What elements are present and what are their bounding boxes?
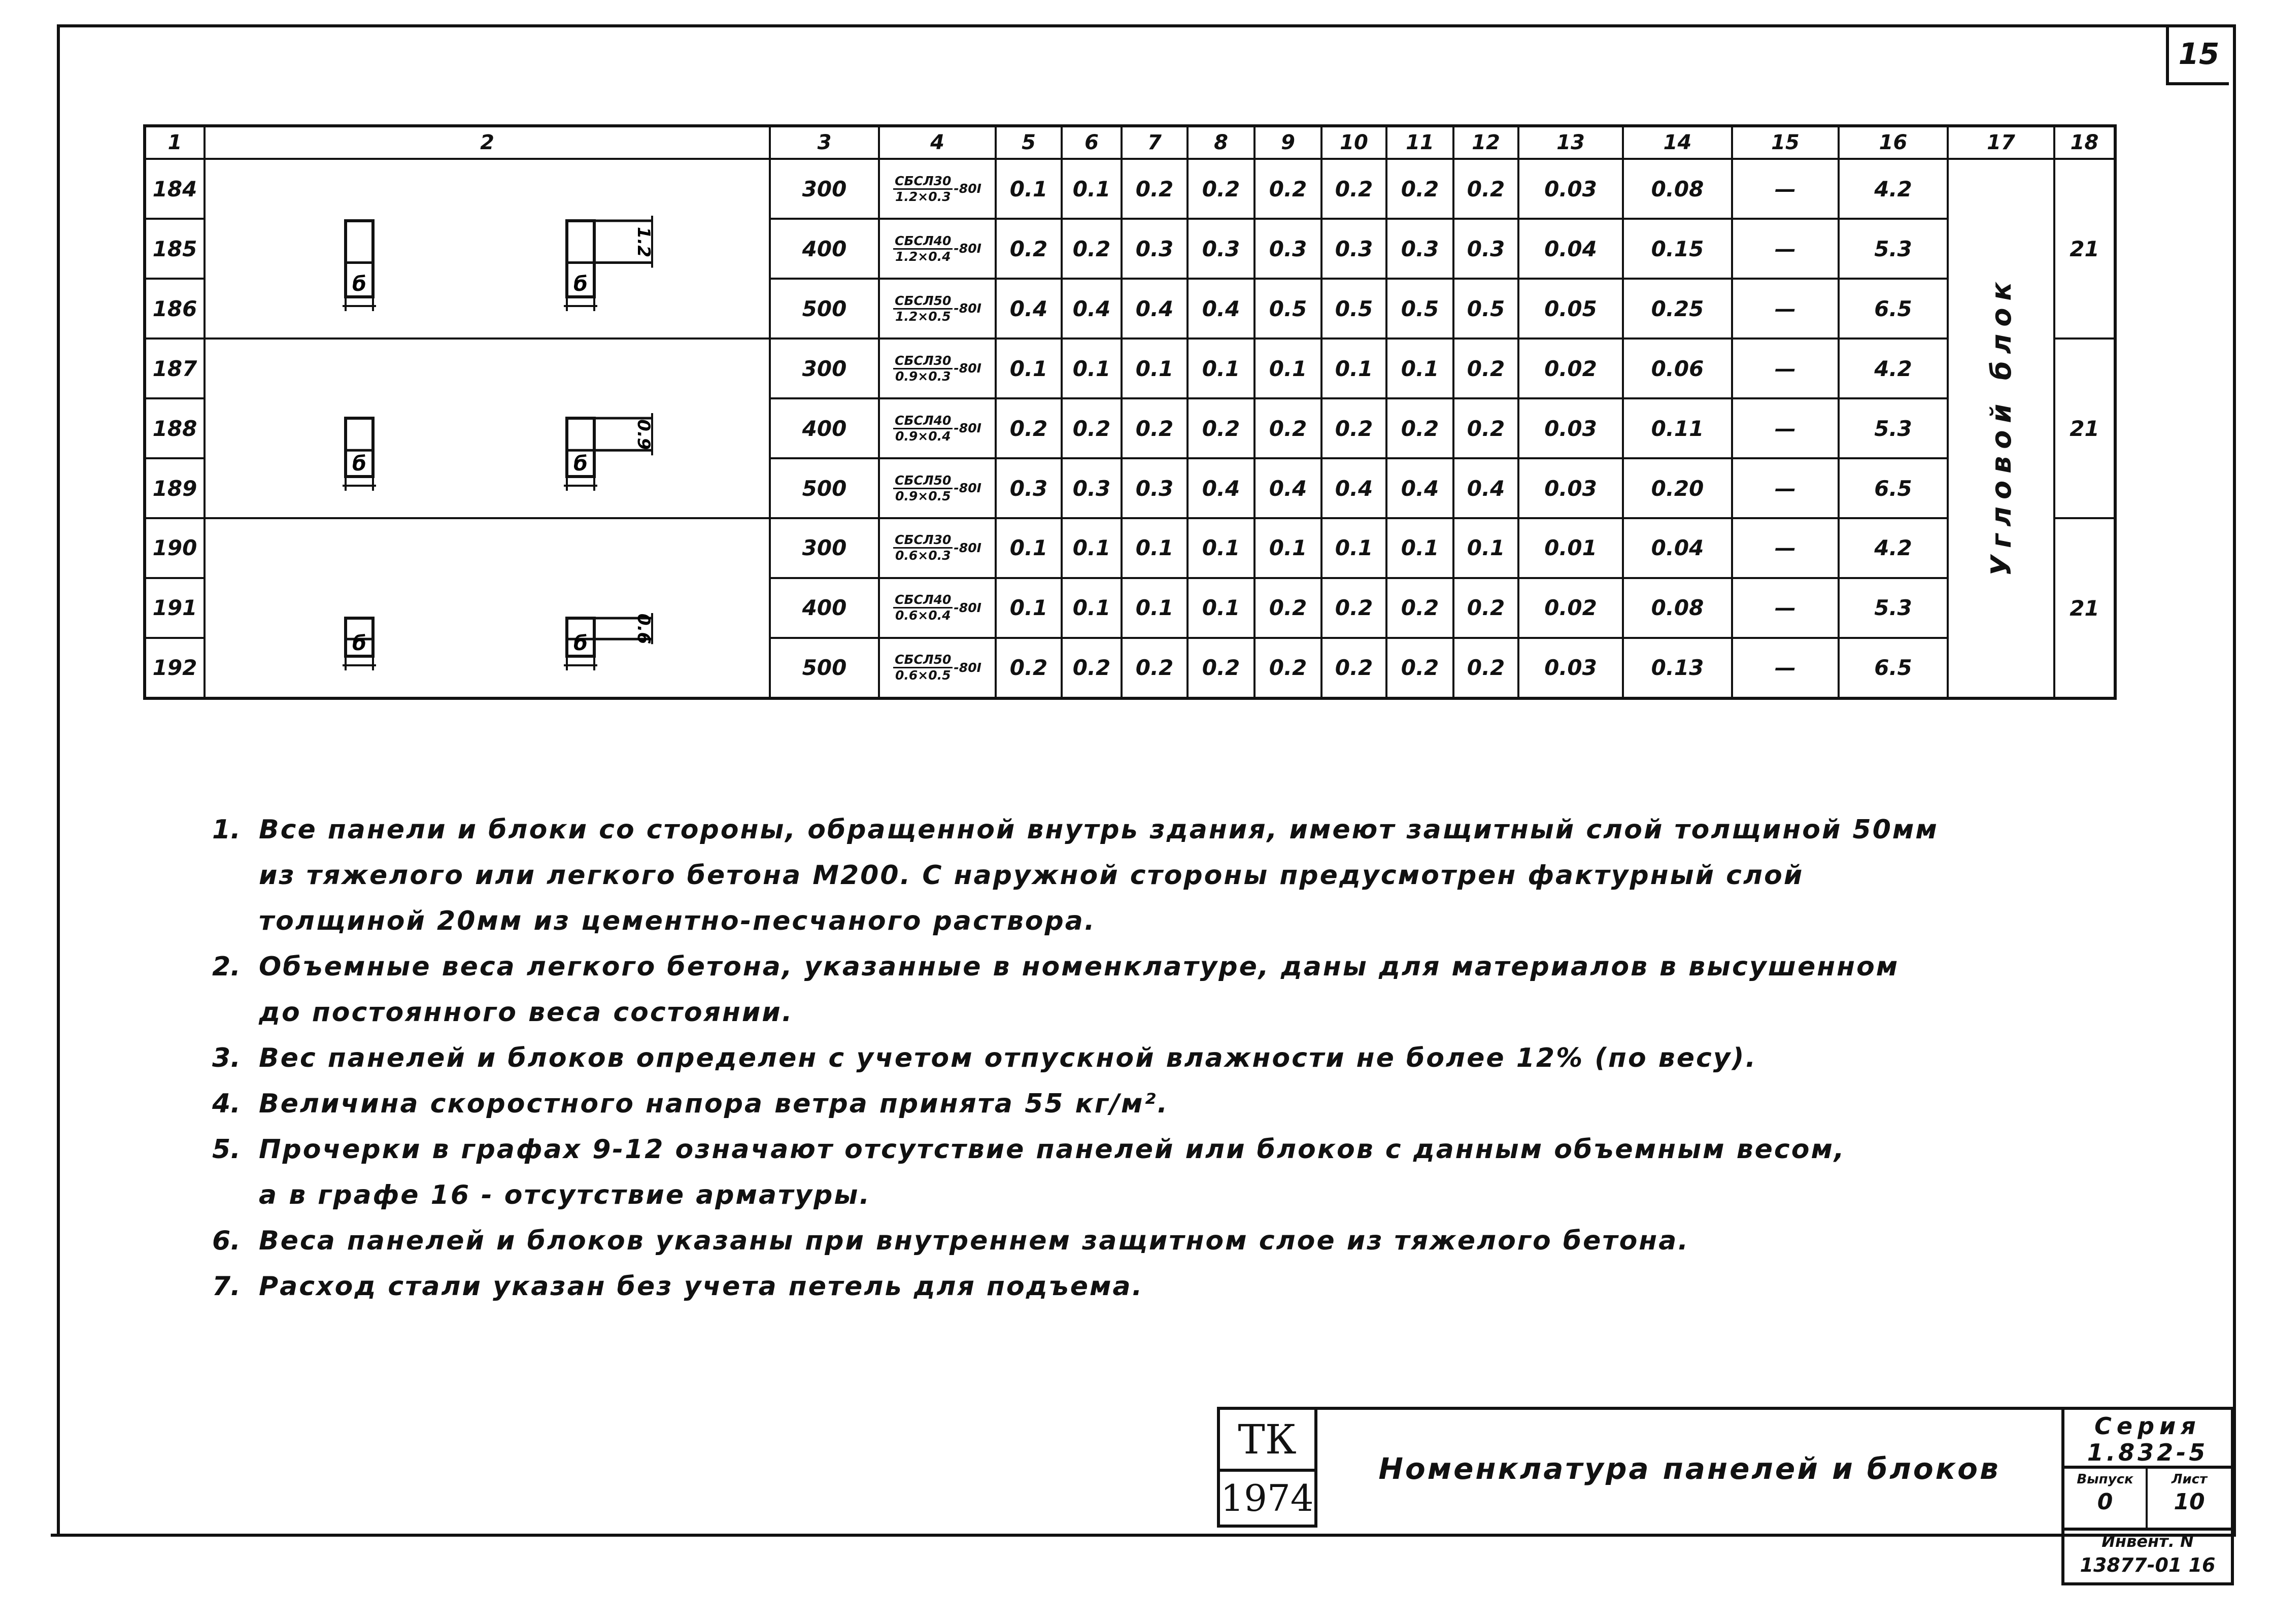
value-cell-col-7: 0.4 bbox=[1122, 279, 1188, 339]
value-cell-col-13: 0.03 bbox=[1518, 458, 1623, 518]
column-header-6: 6 bbox=[1062, 126, 1122, 159]
sketch-cell bbox=[205, 159, 770, 339]
mark-cell bbox=[879, 219, 996, 279]
value-cell-col-12: 0.2 bbox=[1453, 159, 1518, 219]
column-header-1: 1 bbox=[145, 126, 205, 159]
mark-suffix: -80І bbox=[954, 421, 981, 435]
value-cell-col-14: 0.08 bbox=[1623, 159, 1732, 219]
note-text: Вес панелей и блоков определен с учетом отпускной влажности не более 12% (по весу). bbox=[259, 1043, 1757, 1073]
value-cell-col-9: 0.2 bbox=[1254, 398, 1321, 458]
col18-value: 21 bbox=[2054, 339, 2115, 518]
value-cell-col-8: 0.4 bbox=[1188, 458, 1254, 518]
note-text: а в графе 16 - отсутствие арматуры. bbox=[259, 1180, 871, 1210]
column-header-15: 15 bbox=[1732, 126, 1839, 159]
sketch-cell bbox=[205, 339, 770, 518]
value-cell-col-13: 0.02 bbox=[1518, 578, 1623, 638]
note-line bbox=[212, 1172, 2090, 1218]
value-cell-col-5: 0.2 bbox=[996, 638, 1062, 698]
value-cell-col-7: 0.2 bbox=[1122, 638, 1188, 698]
mark-cell bbox=[879, 578, 996, 638]
mark-denominator: 0.6×0.4 bbox=[895, 608, 951, 623]
value-cell-col-13: 0.03 bbox=[1518, 159, 1623, 219]
row-number: 185 bbox=[145, 219, 205, 279]
column-header-10: 10 bbox=[1321, 126, 1386, 159]
mark-denominator: 1.2×0.4 bbox=[895, 249, 951, 264]
note-line bbox=[212, 1264, 2090, 1309]
note-number: 3. bbox=[212, 1043, 241, 1073]
thickness-cell: 500 bbox=[770, 279, 879, 339]
note-text: Величина скоростного напора ветра принята 55 кг/м². bbox=[259, 1089, 1169, 1119]
row-number: 192 bbox=[145, 638, 205, 698]
column-header-9: 9 bbox=[1254, 126, 1321, 159]
value-cell-col-9: 0.2 bbox=[1254, 159, 1321, 219]
width-label: б bbox=[352, 632, 366, 655]
thickness-cell: 300 bbox=[770, 518, 879, 578]
value-cell-col-11: 0.2 bbox=[1386, 159, 1453, 219]
value-cell-col-9: 0.4 bbox=[1254, 458, 1321, 518]
note-text: Прочерки в графах 9-12 означают отсутствие панелей или блоков с данным объемным весом, bbox=[259, 1134, 1846, 1165]
mark-numerator: СБСЛ30 bbox=[893, 533, 953, 549]
value-cell-col-8: 0.2 bbox=[1188, 159, 1254, 219]
width-label: б bbox=[573, 632, 588, 655]
value-cell-col-10: 0.2 bbox=[1321, 578, 1386, 638]
mark-numerator: СБСЛ40 bbox=[893, 593, 953, 608]
block-sketch bbox=[206, 519, 769, 692]
value-cell-col-12: 0.2 bbox=[1453, 398, 1518, 458]
page-number-value: 15 bbox=[2178, 37, 2220, 71]
drawing-title: Номенклатура панелей и блоков bbox=[1314, 1407, 2064, 1528]
mark-cell bbox=[879, 638, 996, 698]
mark-suffix: -80І bbox=[954, 540, 981, 555]
thickness-cell: 300 bbox=[770, 159, 879, 219]
mark-suffix: -80І bbox=[954, 481, 981, 495]
mark-numerator: СБСЛ50 bbox=[893, 653, 953, 668]
mark-denominator: 0.9×0.3 bbox=[895, 368, 951, 384]
value-cell-col-13: 0.03 bbox=[1518, 638, 1623, 698]
series-cell bbox=[2064, 1410, 2231, 1469]
value-cell-col-10: 0.5 bbox=[1321, 279, 1386, 339]
note-text: до постоянного веса состоянии. bbox=[259, 997, 794, 1028]
value-cell-col-7: 0.2 bbox=[1122, 398, 1188, 458]
value-cell-col-12: 0.3 bbox=[1453, 219, 1518, 279]
issue-value: 0 bbox=[2097, 1489, 2113, 1515]
mark-numerator: СБСЛ30 bbox=[893, 174, 953, 190]
note-text: из тяжелого или легкого бетона М200. С наружной стороны предусмотрен фактурный слой bbox=[259, 860, 1804, 891]
thickness-cell: 500 bbox=[770, 638, 879, 698]
value-cell-col-5: 0.2 bbox=[996, 219, 1062, 279]
height-label: 0.9 bbox=[633, 419, 654, 450]
column-header-8: 8 bbox=[1188, 126, 1254, 159]
mark-numerator: СБСЛ30 bbox=[893, 354, 953, 369]
note-text: толщиной 20мм из цементно-песчаного раствора. bbox=[259, 906, 1096, 936]
value-cell-col-11: 0.5 bbox=[1386, 279, 1453, 339]
note-text: Расход стали указан без учета петель для подъема. bbox=[259, 1271, 1144, 1302]
value-cell-col-11: 0.2 bbox=[1386, 638, 1453, 698]
value-cell-col-7: 0.1 bbox=[1122, 339, 1188, 398]
page-number bbox=[2166, 25, 2229, 85]
value-cell-col-5: 0.1 bbox=[996, 578, 1062, 638]
width-label: б bbox=[573, 273, 588, 296]
inventory-cell bbox=[2064, 1528, 2231, 1588]
mark-numerator: СБСЛ50 bbox=[893, 473, 953, 489]
value-cell-col-12: 0.4 bbox=[1453, 458, 1518, 518]
value-cell-col-9: 0.3 bbox=[1254, 219, 1321, 279]
mark-denominator: 0.6×0.5 bbox=[895, 668, 951, 683]
value-cell-col-5: 0.3 bbox=[996, 458, 1062, 518]
mark-cell bbox=[879, 159, 996, 219]
block-type-label: Угловой блок bbox=[1985, 275, 2017, 577]
issue-label: Выпуск bbox=[2077, 1472, 2133, 1487]
column-header-11: 11 bbox=[1386, 126, 1453, 159]
value-cell-col-15: — bbox=[1732, 638, 1839, 698]
column-header-5: 5 bbox=[996, 126, 1062, 159]
mark-numerator: СБСЛ50 bbox=[893, 294, 953, 310]
mark-cell bbox=[879, 518, 996, 578]
mark-suffix: -80І bbox=[954, 600, 981, 615]
value-cell-col-11: 0.1 bbox=[1386, 339, 1453, 398]
note-number: 5. bbox=[212, 1134, 241, 1165]
value-cell-col-8: 0.1 bbox=[1188, 578, 1254, 638]
table-header-row bbox=[145, 126, 2115, 159]
value-cell-col-11: 0.2 bbox=[1386, 578, 1453, 638]
row-number: 190 bbox=[145, 518, 205, 578]
value-cell-col-15: — bbox=[1732, 159, 1839, 219]
width-label: б bbox=[352, 452, 366, 476]
mark-cell bbox=[879, 279, 996, 339]
value-cell-col-12: 0.2 bbox=[1453, 339, 1518, 398]
value-cell-col-15: — bbox=[1732, 578, 1839, 638]
note-line bbox=[212, 807, 2090, 853]
value-cell-col-5: 0.4 bbox=[996, 279, 1062, 339]
mark-suffix: -80І bbox=[954, 181, 981, 196]
inventory-value: 13877-01 16 bbox=[2080, 1554, 2216, 1576]
mark-suffix: -80І bbox=[954, 241, 981, 256]
sheet-label: Лист bbox=[2171, 1472, 2208, 1487]
value-cell-col-16: 5.3 bbox=[1839, 398, 1948, 458]
issue-sheet-row bbox=[2064, 1469, 2231, 1531]
table-row bbox=[145, 159, 2115, 219]
value-cell-col-13: 0.03 bbox=[1518, 398, 1623, 458]
value-cell-col-5: 0.2 bbox=[996, 398, 1062, 458]
value-cell-col-8: 0.1 bbox=[1188, 518, 1254, 578]
mark-suffix: -80І bbox=[954, 301, 981, 316]
column-header-13: 13 bbox=[1518, 126, 1623, 159]
value-cell-col-16: 4.2 bbox=[1839, 518, 1948, 578]
value-cell-col-8: 0.2 bbox=[1188, 398, 1254, 458]
height-label: 0.6 bbox=[633, 613, 654, 645]
value-cell-col-14: 0.08 bbox=[1623, 578, 1732, 638]
value-cell-col-6: 0.1 bbox=[1062, 339, 1122, 398]
value-cell-col-16: 5.3 bbox=[1839, 219, 1948, 279]
value-cell-col-9: 0.1 bbox=[1254, 339, 1321, 398]
column-header-3: 3 bbox=[770, 126, 879, 159]
value-cell-col-12: 0.2 bbox=[1453, 638, 1518, 698]
row-number: 184 bbox=[145, 159, 205, 219]
note-number: 2. bbox=[212, 952, 241, 982]
mark-denominator: 1.2×0.5 bbox=[895, 309, 951, 324]
note-number: 6. bbox=[212, 1226, 241, 1256]
value-cell-col-5: 0.1 bbox=[996, 518, 1062, 578]
value-cell-col-6: 0.3 bbox=[1062, 458, 1122, 518]
col18-value: 21 bbox=[2054, 159, 2115, 339]
block-sketch bbox=[206, 160, 769, 332]
value-cell-col-10: 0.2 bbox=[1321, 159, 1386, 219]
column-header-12: 12 bbox=[1453, 126, 1518, 159]
value-cell-col-6: 0.1 bbox=[1062, 159, 1122, 219]
value-cell-col-9: 0.2 bbox=[1254, 638, 1321, 698]
nomenclature-table bbox=[143, 124, 2117, 700]
column-header-4: 4 bbox=[879, 126, 996, 159]
note-number: 7. bbox=[212, 1271, 241, 1302]
org-year: 1974 bbox=[1220, 1477, 1314, 1519]
value-cell-col-10: 0.4 bbox=[1321, 458, 1386, 518]
org-code: ТК bbox=[1220, 1410, 1314, 1472]
value-cell-col-14: 0.04 bbox=[1623, 518, 1732, 578]
value-cell-col-7: 0.3 bbox=[1122, 219, 1188, 279]
value-cell-col-7: 0.1 bbox=[1122, 578, 1188, 638]
thickness-cell: 400 bbox=[770, 219, 879, 279]
row-number: 186 bbox=[145, 279, 205, 339]
value-cell-col-16: 4.2 bbox=[1839, 159, 1948, 219]
value-cell-col-6: 0.1 bbox=[1062, 518, 1122, 578]
mark-suffix: -80І bbox=[954, 361, 981, 376]
value-cell-col-10: 0.2 bbox=[1321, 638, 1386, 698]
issue-cell bbox=[2064, 1469, 2148, 1528]
table-row bbox=[145, 339, 2115, 398]
value-cell-col-14: 0.06 bbox=[1623, 339, 1732, 398]
value-cell-col-10: 0.3 bbox=[1321, 219, 1386, 279]
note-number: 1. bbox=[212, 815, 241, 845]
value-cell-col-9: 0.1 bbox=[1254, 518, 1321, 578]
sheet-bottom-line bbox=[51, 1534, 2233, 1537]
value-cell-col-5: 0.1 bbox=[996, 339, 1062, 398]
column-header-7: 7 bbox=[1122, 126, 1188, 159]
note-line bbox=[212, 853, 2090, 898]
row-number: 191 bbox=[145, 578, 205, 638]
value-cell-col-15: — bbox=[1732, 279, 1839, 339]
note-text: Объемные веса легкого бетона, указанные в номенклатуре, даны для материалов в высушенном bbox=[259, 952, 1900, 982]
column-header-16: 16 bbox=[1839, 126, 1948, 159]
row-number: 189 bbox=[145, 458, 205, 518]
value-cell-col-10: 0.1 bbox=[1321, 339, 1386, 398]
value-cell-col-6: 0.2 bbox=[1062, 398, 1122, 458]
table-row bbox=[145, 518, 2115, 578]
value-cell-col-8: 0.1 bbox=[1188, 339, 1254, 398]
value-cell-col-15: — bbox=[1732, 398, 1839, 458]
value-cell-col-11: 0.3 bbox=[1386, 219, 1453, 279]
value-cell-col-15: — bbox=[1732, 339, 1839, 398]
value-cell-col-14: 0.25 bbox=[1623, 279, 1732, 339]
height-label: 1.2 bbox=[633, 226, 654, 258]
value-cell-col-12: 0.5 bbox=[1453, 279, 1518, 339]
sheet-value: 10 bbox=[2174, 1489, 2205, 1515]
note-line bbox=[212, 944, 2090, 990]
mark-cell bbox=[879, 458, 996, 518]
value-cell-col-11: 0.1 bbox=[1386, 518, 1453, 578]
value-cell-col-14: 0.11 bbox=[1623, 398, 1732, 458]
value-cell-col-16: 6.5 bbox=[1839, 279, 1948, 339]
value-cell-col-16: 6.5 bbox=[1839, 638, 1948, 698]
value-cell-col-15: — bbox=[1732, 219, 1839, 279]
mark-denominator: 0.9×0.4 bbox=[895, 428, 951, 444]
value-cell-col-16: 6.5 bbox=[1839, 458, 1948, 518]
width-label: б bbox=[352, 273, 366, 296]
value-cell-col-14: 0.13 bbox=[1623, 638, 1732, 698]
sheet-cell bbox=[2148, 1469, 2231, 1528]
note-line bbox=[212, 990, 2090, 1035]
value-cell-col-8: 0.3 bbox=[1188, 219, 1254, 279]
column-header-18: 18 bbox=[2054, 126, 2115, 159]
value-cell-col-7: 0.2 bbox=[1122, 159, 1188, 219]
value-cell-col-12: 0.2 bbox=[1453, 578, 1518, 638]
value-cell-col-14: 0.20 bbox=[1623, 458, 1732, 518]
value-cell-col-11: 0.2 bbox=[1386, 398, 1453, 458]
value-cell-col-6: 0.2 bbox=[1062, 219, 1122, 279]
sketch-cell bbox=[205, 518, 770, 698]
mark-suffix: -80І bbox=[954, 660, 981, 675]
value-cell-col-13: 0.04 bbox=[1518, 219, 1623, 279]
value-cell-col-15: — bbox=[1732, 518, 1839, 578]
value-cell-col-10: 0.1 bbox=[1321, 518, 1386, 578]
mark-denominator: 0.6×0.3 bbox=[895, 548, 951, 563]
series-value: 1.832-5 bbox=[2087, 1439, 2209, 1466]
value-cell-col-6: 0.2 bbox=[1062, 638, 1122, 698]
width-label: б bbox=[573, 452, 588, 476]
mark-numerator: СБСЛ40 bbox=[893, 414, 953, 429]
value-cell-col-8: 0.2 bbox=[1188, 638, 1254, 698]
inventory-label: Инвент. N bbox=[2101, 1532, 2194, 1551]
mark-denominator: 0.9×0.5 bbox=[895, 488, 951, 503]
value-cell-col-9: 0.2 bbox=[1254, 578, 1321, 638]
value-cell-col-6: 0.4 bbox=[1062, 279, 1122, 339]
value-cell-col-16: 4.2 bbox=[1839, 339, 1948, 398]
note-line bbox=[212, 1035, 2090, 1081]
note-text: Все панели и блоки со стороны, обращенной внутрь здания, имеют защитный слой толщиной 50мм bbox=[259, 815, 1939, 845]
thickness-cell: 400 bbox=[770, 578, 879, 638]
value-cell-col-11: 0.4 bbox=[1386, 458, 1453, 518]
column-header-14: 14 bbox=[1623, 126, 1732, 159]
value-cell-col-16: 5.3 bbox=[1839, 578, 1948, 638]
note-number: 4. bbox=[212, 1089, 241, 1119]
value-cell-col-14: 0.15 bbox=[1623, 219, 1732, 279]
mark-cell bbox=[879, 398, 996, 458]
block-type-cell bbox=[1948, 159, 2054, 698]
value-cell-col-8: 0.4 bbox=[1188, 279, 1254, 339]
row-number: 188 bbox=[145, 398, 205, 458]
block-sketch bbox=[206, 340, 769, 512]
value-cell-col-13: 0.01 bbox=[1518, 518, 1623, 578]
value-cell-col-13: 0.02 bbox=[1518, 339, 1623, 398]
value-cell-col-13: 0.05 bbox=[1518, 279, 1623, 339]
value-cell-col-9: 0.5 bbox=[1254, 279, 1321, 339]
note-line bbox=[212, 898, 2090, 944]
thickness-cell: 500 bbox=[770, 458, 879, 518]
series-box bbox=[2061, 1407, 2234, 1585]
note-line bbox=[212, 1218, 2090, 1264]
thickness-cell: 400 bbox=[770, 398, 879, 458]
org-box bbox=[1217, 1407, 1317, 1528]
value-cell-col-7: 0.1 bbox=[1122, 518, 1188, 578]
value-cell-col-5: 0.1 bbox=[996, 159, 1062, 219]
value-cell-col-10: 0.2 bbox=[1321, 398, 1386, 458]
notes-section bbox=[212, 807, 2090, 1309]
series-label: Серия bbox=[2094, 1412, 2201, 1440]
row-number: 187 bbox=[145, 339, 205, 398]
thickness-cell: 300 bbox=[770, 339, 879, 398]
value-cell-col-15: — bbox=[1732, 458, 1839, 518]
value-cell-col-7: 0.3 bbox=[1122, 458, 1188, 518]
value-cell-col-12: 0.1 bbox=[1453, 518, 1518, 578]
mark-cell bbox=[879, 339, 996, 398]
mark-numerator: СБСЛ40 bbox=[893, 234, 953, 250]
column-header-17: 17 bbox=[1948, 126, 2054, 159]
note-line bbox=[212, 1081, 2090, 1127]
mark-denominator: 1.2×0.3 bbox=[895, 189, 951, 204]
note-text: Веса панелей и блоков указаны при внутреннем защитном слое из тяжелого бетона. bbox=[259, 1226, 1690, 1256]
column-header-2: 2 bbox=[205, 126, 770, 159]
value-cell-col-6: 0.1 bbox=[1062, 578, 1122, 638]
note-line bbox=[212, 1127, 2090, 1172]
col18-value: 21 bbox=[2054, 518, 2115, 698]
